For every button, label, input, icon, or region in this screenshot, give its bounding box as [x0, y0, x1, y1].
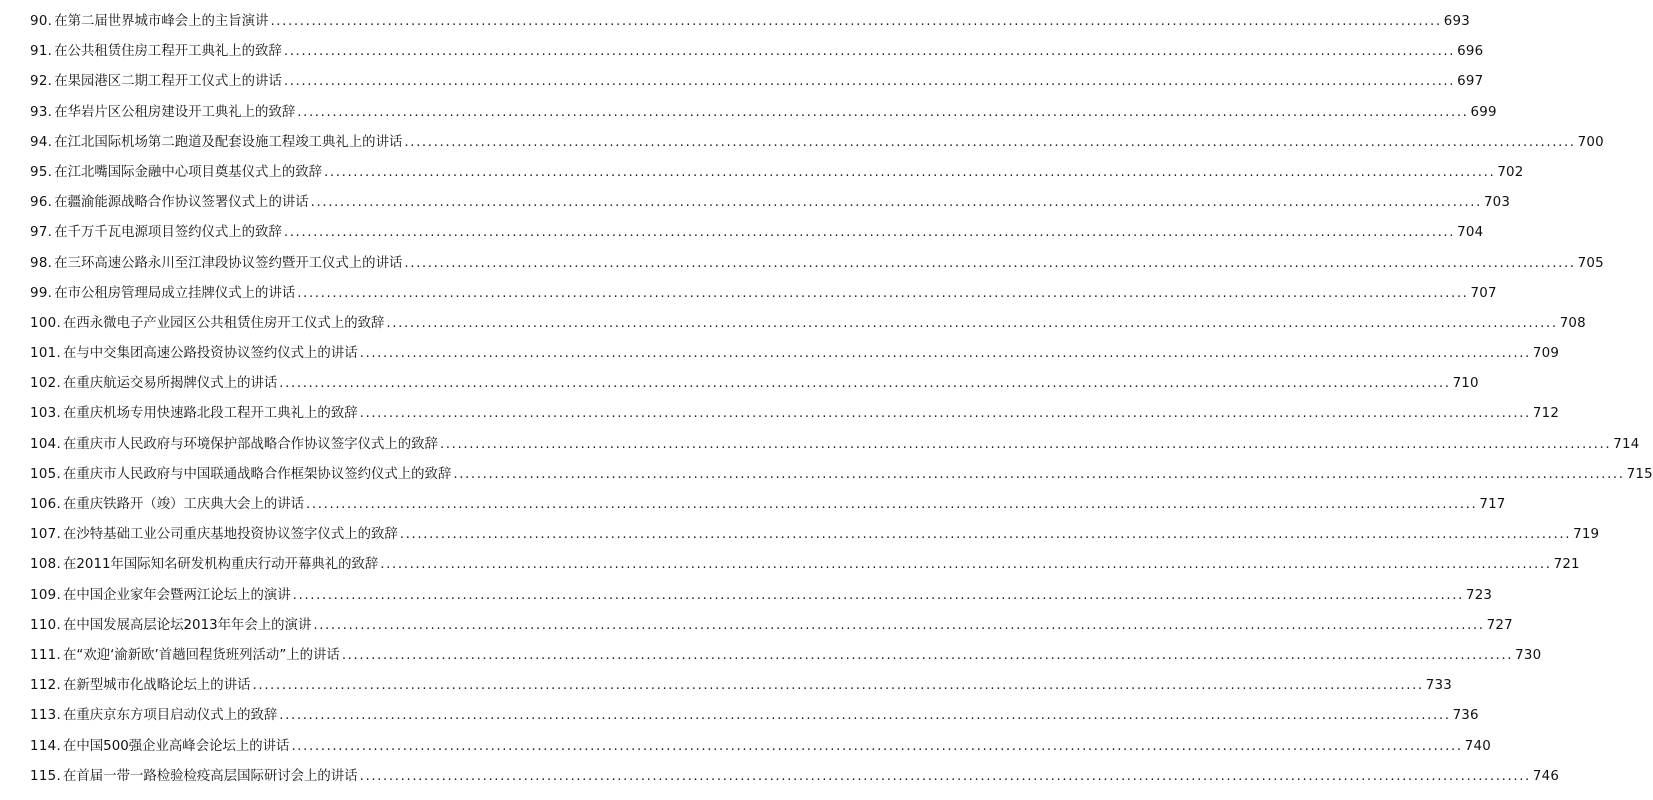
toc-line: [30, 645, 1542, 667]
entry-number: 110.: [30, 617, 62, 633]
dot-leader: ........................................................................................................................................................................................................: [252, 678, 1424, 694]
toc-entry: [0, 645, 1542, 675]
entry-number: 115.: [30, 768, 62, 784]
toc-line: [30, 102, 1497, 124]
entry-page-number: 704: [1457, 225, 1484, 241]
toc-entry: [0, 373, 1479, 403]
entry-page-number: 702: [1497, 164, 1524, 180]
entry-number: 109.: [30, 587, 62, 603]
dot-leader: ........................................................................................................................................................................................................: [279, 376, 1451, 392]
toc-line: [30, 283, 1497, 305]
table-of-contents: [0, 11, 1653, 796]
entry-number: 112.: [30, 678, 62, 694]
toc-line: [30, 222, 1484, 244]
dot-leader: ........................................................................................................................................................................................................: [292, 587, 1464, 603]
entry-number: 98.: [30, 255, 53, 271]
entry-title: 在重庆京东方项目启动仪式上的致辞: [63, 708, 278, 724]
toc-entry: [0, 41, 1484, 71]
entry-page-number: 736: [1452, 708, 1479, 724]
toc-line: [30, 766, 1560, 788]
entry-title: 在三环高速公路永川至江津段协议签约暨开工仪式上的讲话: [54, 255, 403, 271]
dot-leader: ........................................................................................................................................................................................................: [283, 74, 1456, 90]
toc-entry: [0, 283, 1497, 313]
entry-title: 在“欢迎‘渝新欧’首趟回程货班列活动”上的讲话: [63, 647, 340, 663]
entry-page-number: 714: [1613, 436, 1640, 452]
dot-leader: ........................................................................................................................................................................................................: [359, 406, 1531, 422]
dot-leader: ........................................................................................................................................................................................................: [404, 134, 1576, 150]
dot-leader: ........................................................................................................................................................................................................: [291, 738, 1463, 754]
toc-line: [30, 585, 1493, 607]
entry-page-number: 708: [1559, 315, 1586, 331]
dot-leader: ........................................................................................................................................................................................................: [359, 346, 1531, 362]
entry-number: 108.: [30, 557, 62, 573]
entry-number: 113.: [30, 708, 62, 724]
entry-title: 在千万千瓦电源项目签约仪式上的致辞: [54, 225, 282, 241]
entry-number: 99.: [30, 285, 53, 301]
entry-page-number: 700: [1577, 134, 1604, 150]
entry-title: 在第二届世界城市峰会上的主旨演讲: [54, 14, 269, 29]
entry-page-number: 696: [1457, 44, 1484, 60]
dot-leader: ........................................................................................................................................................................................................: [283, 44, 1456, 60]
toc-line: [30, 615, 1513, 637]
entry-number: 111.: [30, 647, 62, 663]
entry-number: 95.: [30, 164, 53, 180]
entry-page-number: 710: [1452, 376, 1479, 392]
entry-title: 在江北嘴国际金融中心项目奠基仪式上的致辞: [54, 164, 323, 180]
toc-line: [30, 554, 1580, 576]
entry-title: 在重庆市人民政府与中国联通战略合作框架协议签约仪式上的致辞: [63, 466, 452, 482]
entry-title: 在沙特基础工业公司重庆基地投资协议签字仪式上的致辞: [63, 527, 398, 543]
entry-title: 在江北国际机场第二跑道及配套设施工程竣工典礼上的讲话: [54, 134, 403, 150]
entry-title: 在重庆市人民政府与环境保护部战略合作协议签字仪式上的致辞: [63, 436, 438, 452]
toc-entry: [0, 162, 1524, 192]
entry-page-number: 719: [1573, 527, 1600, 543]
entry-title: 在西永微电子产业园区公共租赁住房开工仪式上的致辞: [63, 315, 385, 331]
dot-leader: ........................................................................................................................................................................................................: [380, 557, 1552, 573]
entry-number: 90.: [30, 14, 53, 29]
entry-page-number: 717: [1479, 497, 1506, 512]
toc-entry: [0, 554, 1580, 584]
toc-line: [30, 11, 1470, 33]
toc-entry: [0, 403, 1560, 433]
entry-title: 在华岩片区公租房建设开工典礼上的致辞: [54, 104, 296, 120]
entry-page-number: 730: [1515, 647, 1542, 663]
entry-title: 在果园港区二期工程开工仪式上的讲话: [54, 74, 282, 90]
entry-title: 在疆渝能源战略合作协议签署仪式上的讲话: [54, 195, 309, 211]
entry-page-number: 697: [1457, 74, 1484, 90]
entry-page-number: 707: [1470, 285, 1497, 301]
entry-page-number: 712: [1532, 406, 1560, 422]
entry-page-number: 693: [1443, 14, 1470, 29]
entry-title: 在中国企业家年会暨两江论坛上的演讲: [63, 587, 291, 603]
toc-entry: [0, 494, 1506, 524]
entry-title: 在公共租赁住房工程开工典礼上的致辞: [54, 44, 282, 60]
entry-page-number: 699: [1470, 104, 1497, 120]
entry-page-number: 733: [1425, 678, 1452, 694]
toc-entry: [0, 253, 1604, 283]
toc-entry: [0, 705, 1479, 735]
toc-entry: [0, 766, 1560, 796]
toc-entry: [0, 464, 1653, 494]
toc-line: [30, 403, 1560, 425]
toc-line: [30, 132, 1604, 154]
toc-line: [30, 313, 1586, 335]
toc-entry: [0, 434, 1640, 464]
entry-title: 在首届一带一路检验检疫高层国际研讨会上的讲话: [63, 768, 358, 784]
dot-leader: ........................................................................................................................................................................................................: [297, 285, 1469, 301]
entry-number: 105.: [30, 466, 62, 482]
toc-line: [30, 162, 1524, 184]
dot-leader: ........................................................................................................................................................................................................: [313, 617, 1485, 633]
toc-line: [30, 71, 1484, 93]
toc-line: [30, 736, 1491, 758]
entry-number: 100.: [30, 315, 62, 331]
toc-line: [30, 41, 1484, 63]
toc-entry: [0, 71, 1484, 101]
entry-title: 在市公租房管理局成立挂牌仪式上的讲话: [54, 285, 296, 301]
entry-page-number: 723: [1465, 587, 1493, 603]
dot-leader: ........................................................................................................................................................................................................: [297, 104, 1469, 120]
toc-entry: [0, 102, 1497, 132]
entry-page-number: 746: [1532, 768, 1560, 784]
entry-title: 在中国发展高层论坛2013年年会上的演讲: [63, 617, 312, 633]
toc-entry: [0, 11, 1470, 41]
toc-line: [30, 524, 1600, 546]
dot-leader: ........................................................................................................................................................................................................: [453, 466, 1625, 482]
dot-leader: ........................................................................................................................................................................................................: [439, 436, 1612, 452]
entry-number: 93.: [30, 104, 53, 120]
dot-leader: ........................................................................................................................................................................................................: [283, 225, 1456, 241]
toc-entry: [0, 524, 1600, 554]
toc-line: [30, 192, 1511, 214]
toc-line: [30, 343, 1560, 365]
entry-title: 在重庆机场专用快速路北段工程开工典礼上的致辞: [63, 406, 358, 422]
toc-entry: [0, 585, 1493, 615]
toc-entry: [0, 615, 1513, 645]
toc-line: [30, 705, 1479, 727]
entry-page-number: 727: [1486, 617, 1513, 633]
entry-page-number: 705: [1577, 255, 1604, 271]
toc-line: [30, 434, 1640, 456]
entry-number: 92.: [30, 74, 53, 90]
entry-number: 102.: [30, 376, 62, 392]
entry-number: 104.: [30, 436, 62, 452]
entry-page-number: 703: [1483, 195, 1511, 211]
dot-leader: ........................................................................................................................................................................................................: [270, 14, 1442, 29]
toc-entry: [0, 313, 1586, 343]
entry-number: 94.: [30, 134, 53, 150]
dot-leader: ........................................................................................................................................................................................................: [386, 315, 1558, 331]
toc-entry: [0, 222, 1484, 252]
entry-title: 在重庆铁路开（竣）工庆典大会上的讲话: [63, 497, 305, 512]
entry-number: 91.: [30, 44, 53, 60]
toc-entry: [0, 675, 1452, 705]
toc-line: [30, 373, 1479, 395]
entry-page-number: 721: [1553, 557, 1580, 573]
entry-number: 101.: [30, 346, 62, 362]
entry-number: 96.: [30, 195, 53, 211]
toc-entry: [0, 343, 1560, 373]
entry-number: 97.: [30, 225, 53, 241]
toc-line: [30, 464, 1653, 486]
entry-number: 114.: [30, 738, 62, 754]
entry-title: 在与中交集团高速公路投资协议签约仪式上的讲话: [63, 346, 358, 362]
entry-title: 在新型城市化战略论坛上的讲话: [63, 678, 251, 694]
dot-leader: ........................................................................................................................................................................................................: [359, 768, 1531, 784]
entry-title: 在中国500强企业高峰会论坛上的讲话: [63, 738, 290, 754]
dot-leader: ........................................................................................................................................................................................................: [310, 195, 1482, 211]
entry-number: 103.: [30, 406, 62, 422]
entry-page-number: 740: [1464, 738, 1491, 754]
entry-page-number: 709: [1532, 346, 1560, 362]
dot-leader: ........................................................................................................................................................................................................: [399, 527, 1572, 543]
dot-leader: ........................................................................................................................................................................................................: [341, 647, 1514, 663]
entry-number: 107.: [30, 527, 62, 543]
toc-entry: [0, 192, 1511, 222]
toc-line: [30, 675, 1452, 697]
toc-line: [30, 494, 1506, 516]
entry-title: 在2011年国际知名研发机构重庆行动开幕典礼的致辞: [63, 557, 379, 573]
dot-leader: ........................................................................................................................................................................................................: [279, 708, 1451, 724]
entry-title: 在重庆航运交易所揭牌仪式上的讲话: [63, 376, 278, 392]
toc-entry: [0, 132, 1604, 162]
toc-entry: [0, 736, 1491, 766]
entry-page-number: 715: [1626, 466, 1653, 482]
dot-leader: ........................................................................................................................................................................................................: [324, 164, 1496, 180]
dot-leader: ........................................................................................................................................................................................................: [306, 497, 1478, 512]
entry-number: 106.: [30, 497, 62, 512]
dot-leader: ........................................................................................................................................................................................................: [404, 255, 1576, 271]
toc-line: [30, 253, 1604, 275]
